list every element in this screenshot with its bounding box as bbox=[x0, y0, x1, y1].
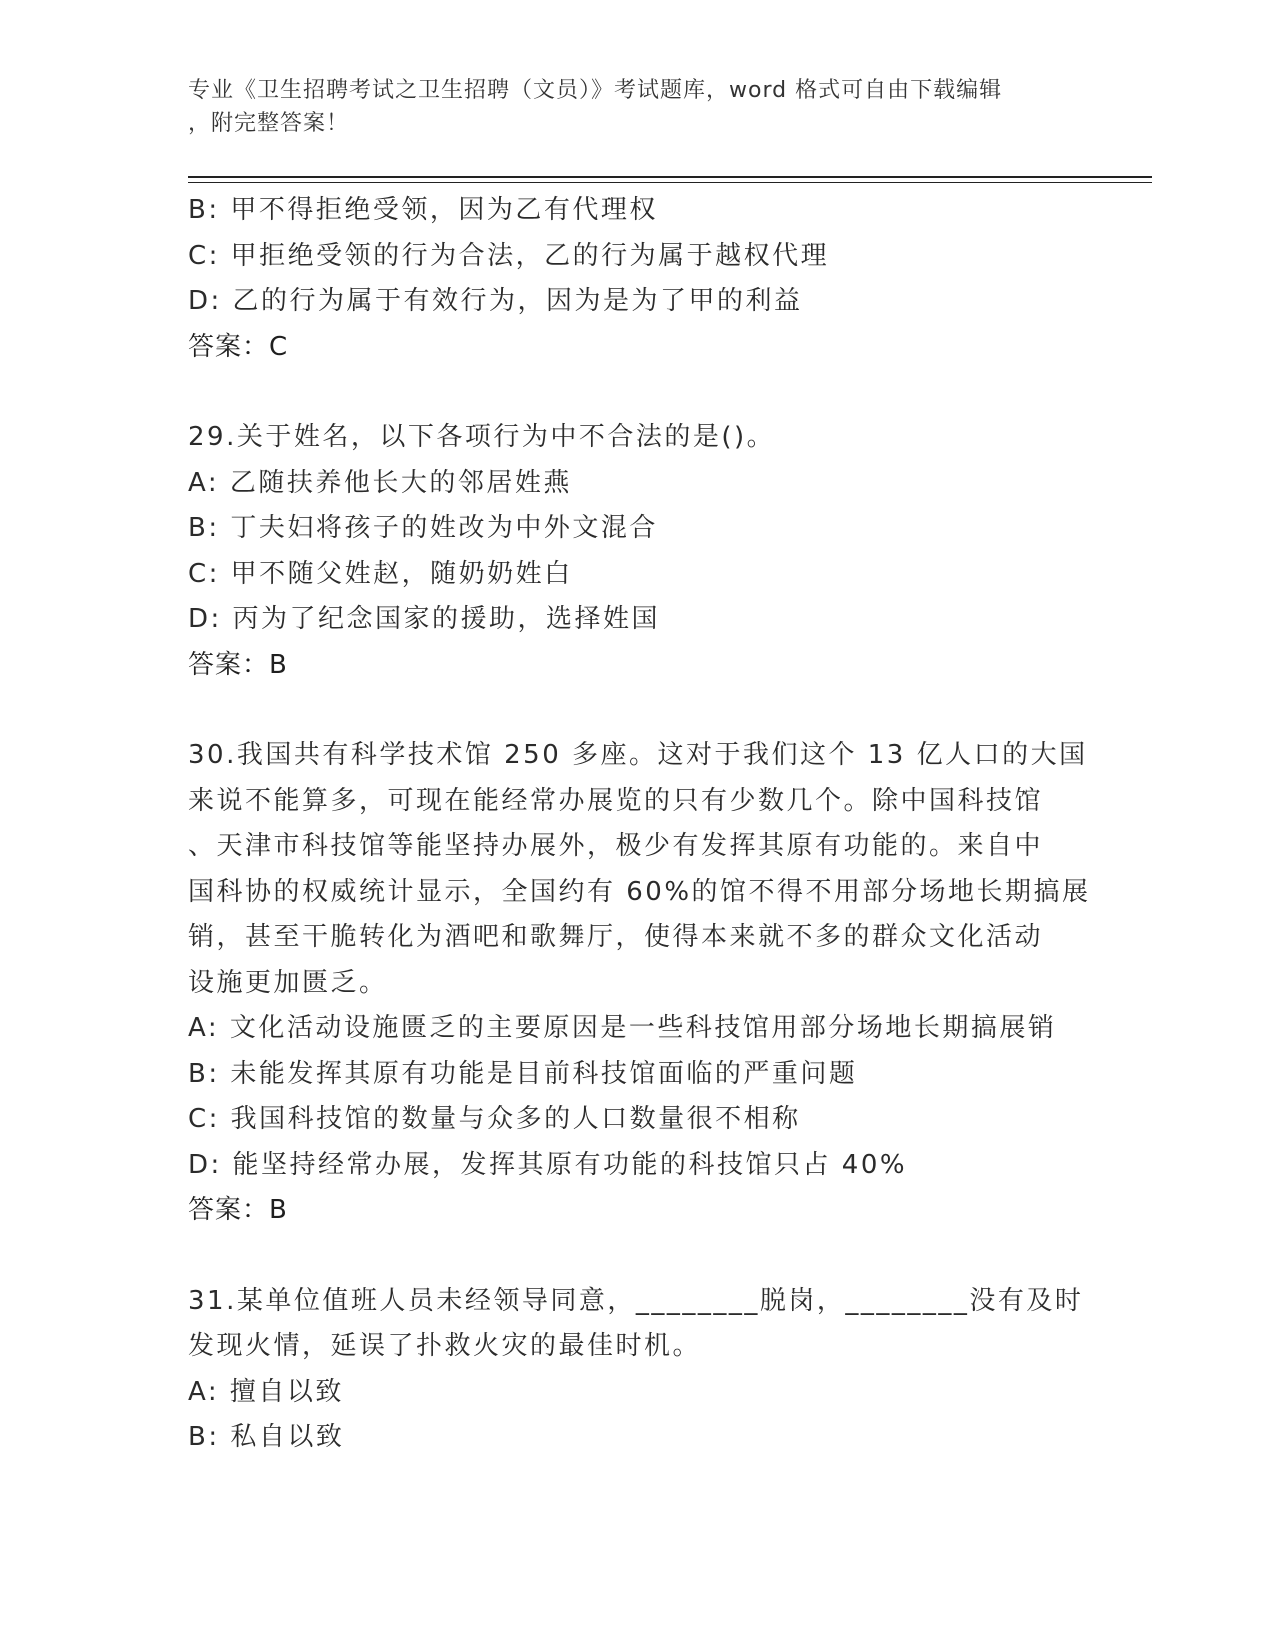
q29-option-d: D: 丙为了纪念国家的援助，选择姓国 bbox=[188, 604, 661, 634]
q30-option-d: D: 能坚持经常办展，发挥其原有功能的科技馆只占 40% bbox=[188, 1149, 908, 1180]
q31-option-a: A: 擅自以致 bbox=[188, 1376, 344, 1407]
q28-answer: 答案：C bbox=[188, 331, 289, 362]
q28-option-b: B: 甲不得拒绝受领，因为乙有代理权 bbox=[188, 195, 658, 225]
document-header bbox=[188, 74, 1088, 140]
q29-option-b: B: 丁夫妇将孩子的姓改为中外文混合 bbox=[188, 513, 658, 543]
spacer bbox=[188, 370, 1088, 415]
q30-stem-line: 30.我国共有科学技术馆 250 多座。这对于我们这个 13 亿人口的大国 bbox=[188, 740, 1088, 770]
q30-option-c: C: 我国科技馆的数量与众多的人口数量很不相称 bbox=[188, 1104, 801, 1134]
question-28 bbox=[188, 188, 1088, 370]
q30-stem-line: 国科协的权威统计显示，全国约有 60%的馆不得不用部分场地长期搞展 bbox=[188, 876, 1091, 907]
q29-option-c: C: 甲不随父姓赵，随奶奶姓白 bbox=[188, 558, 573, 589]
q29-option-a: A: 乙随扶养他长大的邻居姓燕 bbox=[188, 467, 572, 498]
q28-option-d: D: 乙的行为属于有效行为，因为是为了甲的利益 bbox=[188, 286, 803, 316]
q30-option-b: B: 未能发挥其原有功能是目前科技馆面临的严重问题 bbox=[188, 1058, 858, 1089]
q31-stem-line: 31.某单位值班人员未经领导同意，________脱岗，________没有及时 bbox=[188, 1285, 1084, 1316]
header-rule-thick bbox=[188, 176, 1152, 178]
q29-answer: 答案：B bbox=[188, 649, 288, 680]
q30-stem-line: 来说不能算多，可现在能经常办展览的只有少数几个。除中国科技馆 bbox=[188, 785, 1044, 816]
q30-stem-line: 销，甚至干脆转化为酒吧和歌舞厅，使得本来就不多的群众文化活动 bbox=[188, 922, 1044, 952]
q30-stem-line: 设施更加匮乏。 bbox=[188, 967, 388, 998]
q30-stem-line: 、天津市科技馆等能坚持办展外，极少有发挥其原有功能的。来自中 bbox=[188, 831, 1044, 861]
header-line-1: 专业《卫生招聘考试之卫生招聘（文员）》考试题库，word 格式可自由下载编辑 bbox=[188, 78, 1003, 103]
q31-stem-line: 发现火情，延误了扑救火灾的最佳时机。 bbox=[188, 1331, 702, 1361]
question-29 bbox=[188, 415, 1088, 688]
q29-stem: 29.关于姓名，以下各项行为中不合法的是()。 bbox=[188, 422, 776, 452]
spacer bbox=[188, 688, 1088, 733]
question-30 bbox=[188, 733, 1091, 1234]
header-line-2: ，附完整答案！ bbox=[188, 111, 350, 136]
spacer bbox=[188, 1234, 1088, 1279]
q31-option-b: B: 私自以致 bbox=[188, 1422, 345, 1452]
header-rule-thin bbox=[188, 182, 1152, 183]
q30-option-a: A: 文化活动设施匮乏的主要原因是一些科技馆用部分场地长期搞展销 bbox=[188, 1013, 1057, 1043]
q30-answer: 答案：B bbox=[188, 1195, 288, 1225]
q28-option-c: C: 甲拒绝受领的行为合法，乙的行为属于越权代理 bbox=[188, 240, 830, 271]
question-31 bbox=[188, 1279, 1088, 1461]
document-body bbox=[188, 188, 1091, 1461]
